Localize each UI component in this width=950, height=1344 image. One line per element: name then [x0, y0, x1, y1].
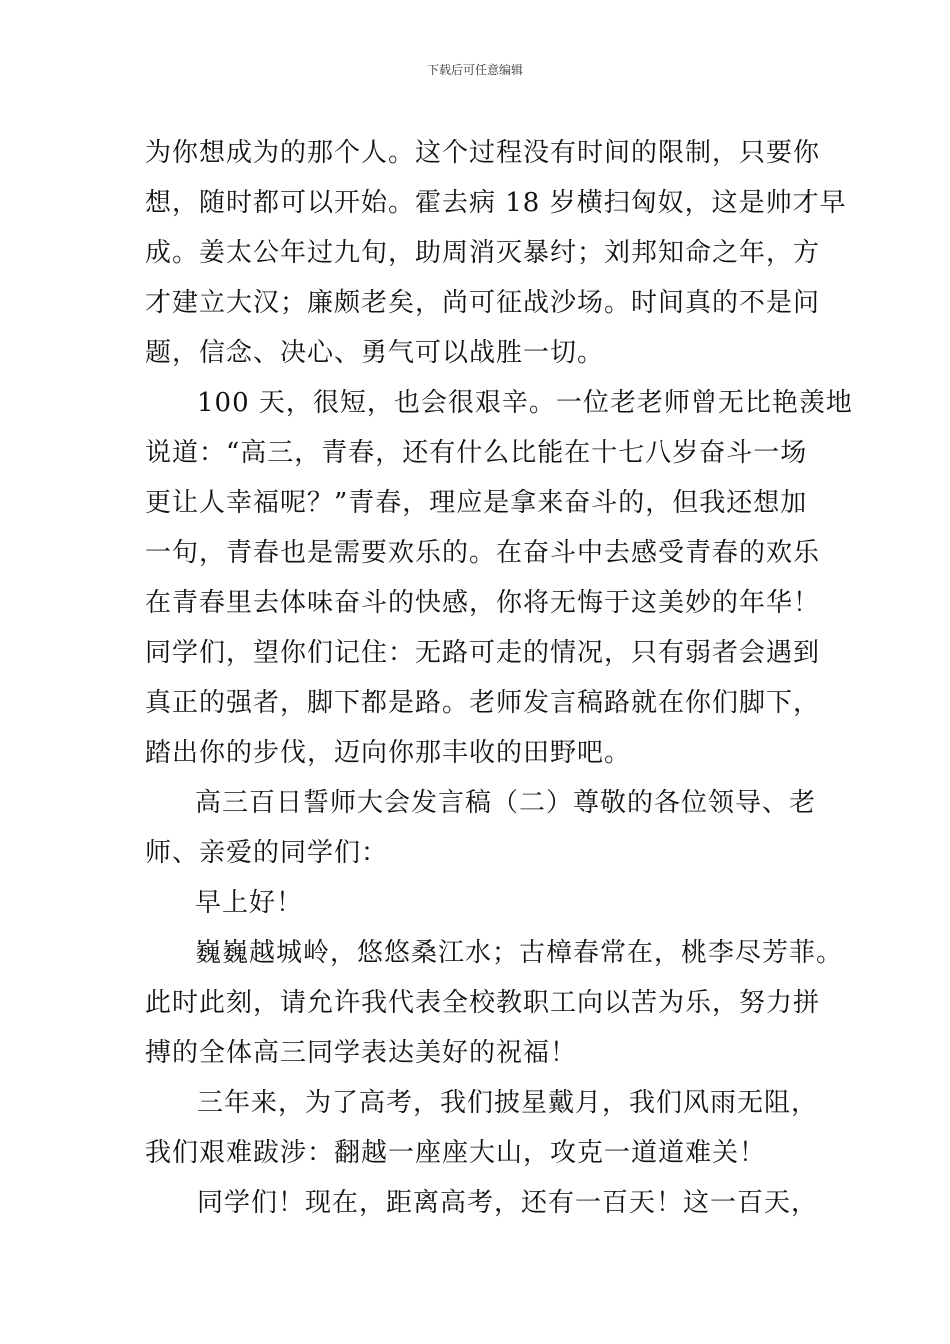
paragraph-start-line: 同学们！现在，距离高考，还有一百天！这一百天，	[197, 1188, 819, 1218]
text-line: 真正的强者，脚下都是路。老师发言稿路就在你们脚下，	[145, 688, 821, 718]
text-line: 想，随时都可以开始。霍去病 18 岁横扫匈奴，这是帅才早	[145, 188, 847, 218]
text-line: 此时此刻，请允许我代表全校教职工向以苦为乐，努力拼	[145, 988, 821, 1018]
text-line: 踏出你的步伐，迈向你那丰收的田野吧。	[145, 738, 632, 768]
text-line: 更让人幸福呢？”青春，理应是拿来奋斗的，但我还想加	[145, 488, 808, 518]
paragraph-start-line: 巍巍越城岭，悠悠桑江水；古樟春常在，桃李尽芳菲。	[195, 938, 844, 968]
section-title-line: 高三百日誓师大会发言稿（二）尊敬的各位领导、老	[195, 788, 817, 818]
paragraph-start-line: 三年来，为了高考，我们披星戴月，我们风雨无阻，	[197, 1088, 819, 1118]
text-line: 师、亲爱的同学们：	[145, 838, 389, 868]
text-line: 才建立大汉；廉颇老矣，尚可征战沙场。时间真的不是问	[145, 288, 821, 318]
text-line: 为你想成为的那个人。这个过程没有时间的限制，只要你	[145, 138, 821, 168]
text-line: 说道：“高三，青春，还有什么比能在十七八岁奋斗一场	[145, 438, 808, 468]
text-line: 成。姜太公年过九旬，助周消灭暴纣；刘邦知命之年，方	[145, 238, 821, 268]
document-body	[145, 128, 853, 1228]
text-line: 搏的全体高三同学表达美好的祝福！	[145, 1038, 578, 1068]
text-line: 同学们，望你们记住：无路可走的情况，只有弱者会遇到	[145, 638, 821, 668]
text-line: 一句，青春也是需要欢乐的。在奋斗中去感受青春的欢乐	[145, 538, 821, 568]
text-line: 在青春里去体味奋斗的快感，你将无悔于这美妙的年华！	[145, 588, 821, 618]
text-line: 我们艰难跋涉：翻越一座座大山，攻克一道道难关！	[145, 1138, 767, 1168]
paragraph-start-line: 100 天，很短，也会很艰辛。一位老老师曾无比艳羡地	[197, 388, 853, 418]
page-header: 下载后可任意编辑	[426, 63, 523, 77]
greeting-line: 早上好！	[195, 888, 304, 918]
text-line: 题，信念、决心、勇气可以战胜一切。	[145, 338, 605, 368]
